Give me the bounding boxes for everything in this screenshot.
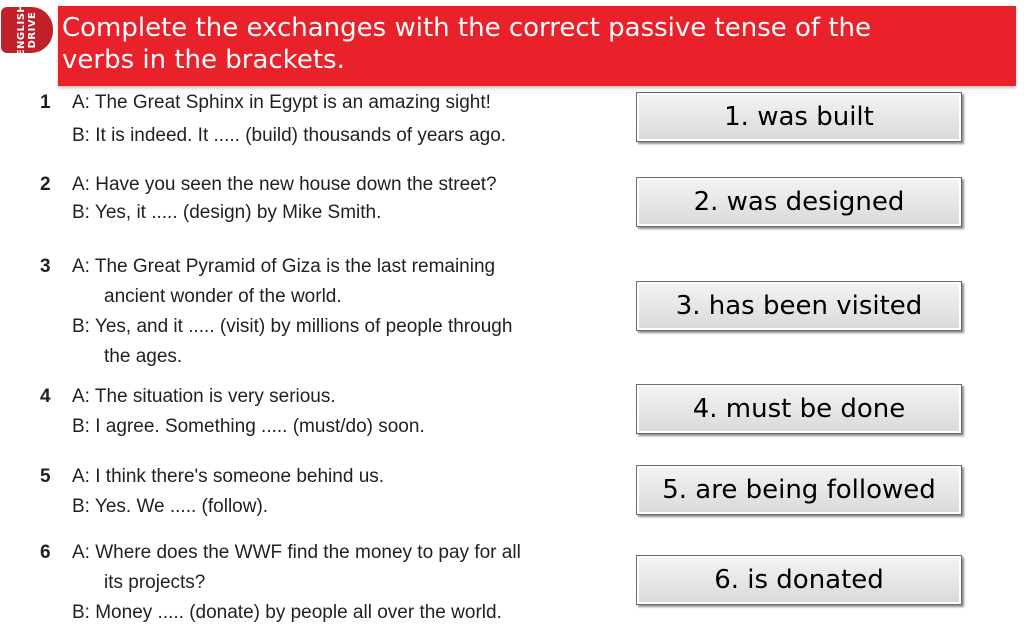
item-number: 1 — [40, 92, 51, 113]
english-drive-logo — [1, 3, 53, 57]
dialogue-line: B: Yes, it ..... (design) by Mike Smith. — [72, 202, 382, 223]
answer-box-1[interactable]: 1. was built — [636, 92, 962, 142]
dialogue-line: A: Have you seen the new house down the street? — [72, 174, 497, 195]
exercise-list — [36, 86, 616, 634]
dialogue-line: A: I think there's someone behind us. — [72, 466, 385, 487]
answer-box-4[interactable]: 4. must be done — [636, 384, 962, 434]
dialogue-line: its projects? — [104, 572, 206, 593]
item-number: 3 — [40, 256, 51, 277]
dialogue-line: B: It is indeed. It ..... (build) thousands of years ago. — [72, 125, 507, 146]
logo-text-drive: DRIVE — [27, 11, 38, 49]
instruction-line-2: verbs in the brackets. — [62, 45, 345, 75]
dialogue-line: B: Money ..... (donate) by people all over the world. — [72, 602, 502, 623]
answer-box-6[interactable]: 6. is donated — [636, 555, 962, 605]
logo-text-english: ENGLISH — [16, 3, 27, 57]
instruction-text — [62, 12, 962, 76]
item-number: 2 — [40, 174, 51, 195]
dialogue-line: B: I agree. Something ..... (must/do) soon. — [72, 416, 425, 437]
dialogue-line: A: The Great Sphinx in Egypt is an amazing sight! — [72, 92, 491, 113]
answer-box-3[interactable]: 3. has been visited — [636, 281, 962, 331]
dialogue-line: A: The situation is very serious. — [72, 386, 336, 407]
dialogue-line: B: Yes. We ..... (follow). — [72, 496, 269, 517]
answer-box-2[interactable]: 2. was designed — [636, 177, 962, 227]
dialogue-line: A: The Great Pyramid of Giza is the last remaining — [72, 256, 496, 277]
dialogue-line: the ages. — [104, 346, 183, 367]
dialogue-line: ancient wonder of the world. — [104, 286, 342, 307]
item-number: 4 — [40, 386, 51, 407]
instruction-line-1: Complete the exchanges with the correct passive tense of the — [62, 13, 871, 43]
dialogue-line: B: Yes, and it ..... (visit) by millions of people through — [72, 316, 513, 337]
instruction-banner — [58, 6, 1016, 86]
dialogue-line: A: Where does the WWF find the money to pay for all — [72, 542, 521, 563]
item-number: 5 — [40, 466, 51, 487]
answer-box-5[interactable]: 5. are being followed — [636, 465, 962, 515]
item-number: 6 — [40, 542, 51, 563]
